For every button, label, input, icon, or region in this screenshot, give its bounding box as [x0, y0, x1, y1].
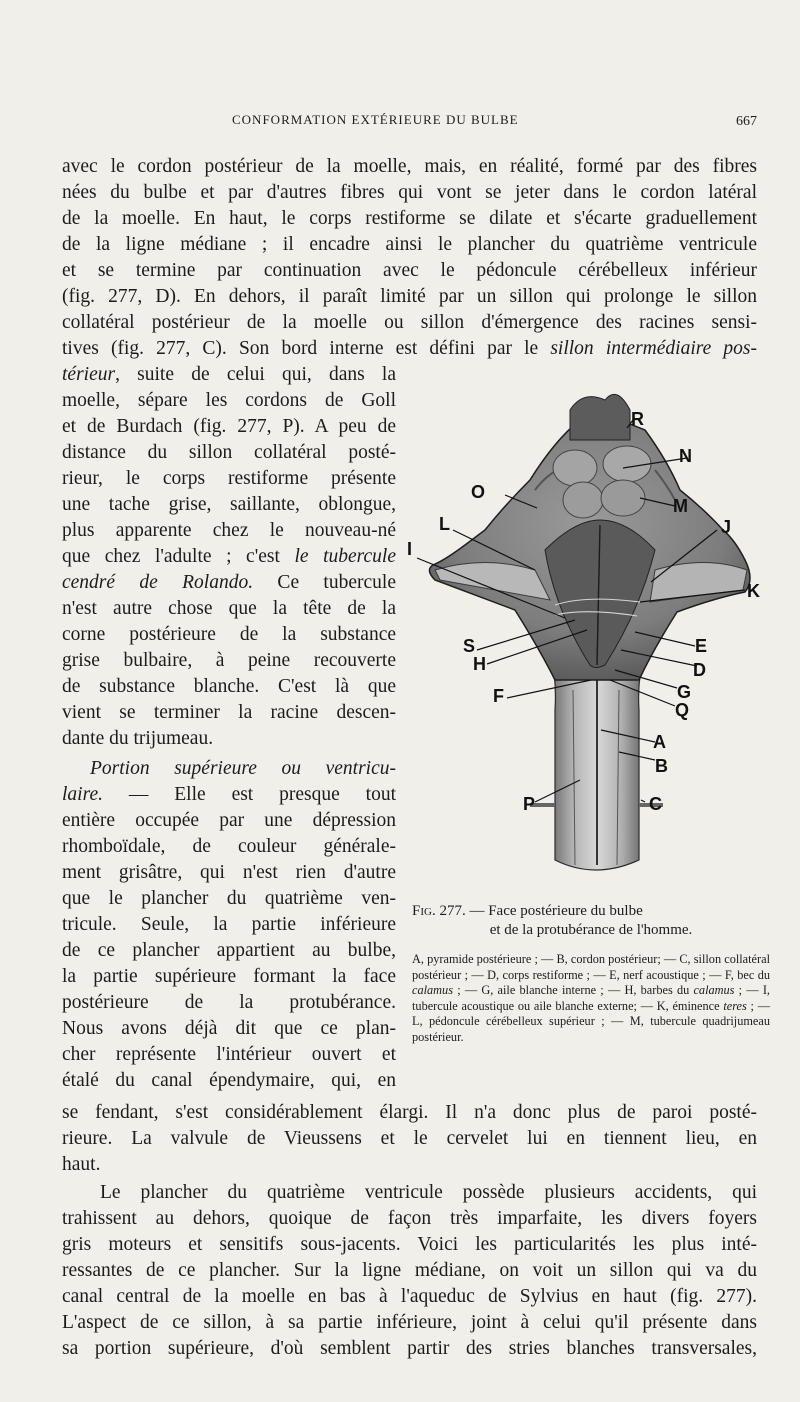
page-number: 667 — [736, 114, 757, 129]
subheading: Portion supérieure ou ventricu- — [90, 758, 396, 779]
body-line: avec le cordon postérieur de la moelle, mais, en réalité, formé par des fibres — [62, 156, 757, 177]
body-line: une tache grise, saillante, oblongue, — [62, 494, 396, 515]
legend-text: ; — G, aile blanche interne ; — H, barbes du — [453, 983, 694, 997]
paragraph-start: Le plancher du quatrième ventricule possède plusieurs accidents, qui — [100, 1182, 757, 1203]
figure-caption: Fig. 277. — Face postérieure du bulbe et de la protubérance de l'homme. — [412, 903, 693, 938]
legend-text: A, pyramide postérieure ; — B, cordon postérieur; — C, sillon collatéral postérieur ; — D, corps restiforme ; — E, nerf acoustique ; — F, bec du — [412, 952, 770, 982]
figure-label: D — [693, 660, 706, 680]
body-line: et de Burdach (fig. 277, P). A peu de — [62, 416, 396, 437]
figure-label: G — [677, 682, 692, 702]
body-line: canal central de la moelle en bas à l'aqueduc de Sylvius en haut (fig. 277). — [62, 1286, 757, 1307]
brainstem-illustration — [405, 380, 765, 890]
body-line: sa portion supérieure, d'où semblent partir des stries blanches transversales, — [62, 1338, 757, 1359]
body-line: et se termine par continuation avec le pédoncule cérébelleux inférieur — [62, 260, 757, 281]
figure-label: S — [463, 636, 476, 656]
figure-number: Fig. 277. — [412, 903, 466, 919]
figure-label: J — [721, 517, 732, 537]
body-line: grise bulbaire, à peine recouverte — [62, 650, 396, 671]
figure-label: K — [747, 581, 760, 601]
figure-label: E — [695, 636, 708, 656]
figure-label: N — [679, 446, 692, 466]
body-line: la partie supérieure formant la face — [62, 966, 396, 987]
body-line: de ce plancher appartient au bulbe, — [62, 940, 396, 961]
body-line: plus apparente chez le nouveau-né — [62, 520, 396, 541]
figure-label: O — [471, 482, 486, 502]
body-line: ressantes de ce plancher. Sur la ligne médiane, on voit un sillon qui va du — [62, 1260, 757, 1281]
quadrigeminal-tubercle-right — [603, 446, 651, 482]
figure-label: I — [407, 539, 413, 559]
figure-label: M — [673, 496, 688, 516]
body-line: laire. — Elle est presque tout — [62, 784, 396, 805]
figure-label: Q — [675, 700, 690, 720]
legend-text: ; — L, pédoncule cérébelleux supérieur ; — M, tubercule quadrijumeau postérieur. — [412, 998, 770, 1044]
body-line: que le plancher du quatrième ven- — [62, 888, 396, 909]
body-line: tricule. Seule, la partie inférieure — [62, 914, 396, 935]
body-line: rieure. La valvule de Vieussens et le cervelet lui en tiennent lieu, en — [62, 1128, 757, 1149]
running-title: CONFORMATION EXTÉRIEURE DU BULBE — [232, 112, 519, 127]
body-line: tives (fig. 277, C). Son bord interne est défini par le sillon intermédiaire pos- — [62, 338, 757, 359]
body-line: ment grisâtre, qui n'est rien d'autre — [62, 862, 396, 883]
body-line: de la moelle. En haut, le corps restiforme se dilate et s'écarte graduellement — [62, 208, 757, 229]
body-line: nées du bulbe et par d'autres fibres qui vont se jeter dans le cordon latéral — [62, 182, 757, 203]
body-line: dante du trijumeau. — [62, 728, 214, 749]
figure-label: L — [439, 514, 450, 534]
legend-text: teres — [723, 998, 747, 1013]
figure-label: H — [473, 654, 486, 674]
legend-text: calamus — [693, 983, 735, 997]
figure-label: P — [523, 794, 536, 814]
figure-legend — [412, 952, 770, 1045]
body-line: cendré de Rolando. Ce tubercule — [62, 572, 396, 593]
body-line: entière occupée par une dépression — [62, 810, 396, 831]
figure-label: C — [649, 794, 662, 814]
body-line: L'aspect de ce sillon, à sa partie inférieure, joint à celui qu'il présente dans — [62, 1312, 757, 1333]
body-line: cher représente l'intérieur ouvert et — [62, 1044, 396, 1065]
body-line: rieur, le corps restiforme présente — [62, 468, 396, 489]
body-line: que chez l'adulte ; c'est le tubercule — [62, 546, 396, 567]
body-line: vient se terminer la racine descen- — [62, 702, 396, 723]
body-line: corne postérieure de la substance — [62, 624, 396, 645]
body-line: se fendant, s'est considérablement élargi. Il n'a donc plus de paroi posté- — [62, 1102, 757, 1123]
body-line: (fig. 277, D). En dehors, il paraît limité par un sillon qui prolonge le sillon — [62, 286, 757, 307]
body-line: de substance blanche. C'est là que — [62, 676, 396, 697]
legend-text: calamus — [412, 983, 453, 997]
body-line: distance du sillon collatéral posté- — [62, 442, 396, 463]
body-line: Nous avons déjà dit que ce plan- — [62, 1018, 396, 1039]
body-line: moelle, sépare les cordons de Goll — [62, 390, 396, 411]
body-line: rhomboïdale, de couleur générale- — [62, 836, 396, 857]
body-line: étalé du canal épendymaire, qui, en — [62, 1070, 396, 1091]
figure-label: R — [631, 409, 644, 429]
body-line: postérieure de la protubérance. — [62, 992, 396, 1013]
body-line: haut. — [62, 1154, 101, 1175]
body-line: térieur, suite de celui qui, dans la — [62, 364, 396, 385]
figure-label: F — [493, 686, 504, 706]
body-line: trahissent au dehors, quoique de façon très imparfaite, les divers foyers — [62, 1208, 757, 1229]
running-head — [62, 112, 757, 134]
body-line: de la ligne médiane ; il encadre ainsi le plancher du quatrième ventricule — [62, 234, 757, 255]
figure-label: A — [653, 732, 666, 752]
quadrigeminal-tubercle-left — [553, 450, 597, 486]
body-line: n'est autre chose que la tête de la — [62, 598, 396, 619]
figure-label: B — [655, 756, 668, 776]
body-line: collatéral postérieur de la moelle ou sillon d'émergence des racines sensi- — [62, 312, 757, 333]
body-line: gris moteurs et sensitifs sous-jacents. Voici les particularités les plus inté- — [62, 1234, 757, 1255]
legend-text: ; — I, tubercule acoustique ou aile blanche externe; — K, éminence — [412, 983, 771, 1013]
